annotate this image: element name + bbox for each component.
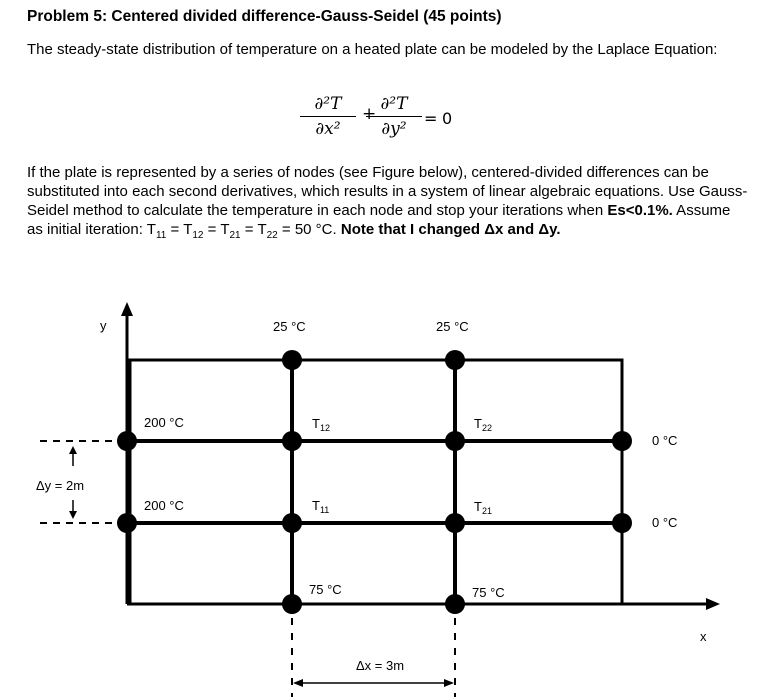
- label-T12: $T_{12}$: [312, 416, 330, 433]
- y-axis-arrow-icon: [121, 302, 133, 316]
- node-T12: [282, 431, 302, 451]
- numerator-y: ∂²T: [380, 94, 408, 114]
- bottom-left-temp: 75 °C: [309, 582, 342, 597]
- numerator-x: ∂²T: [314, 94, 342, 114]
- node-top-left: [282, 350, 302, 370]
- denominator-x: ∂x²: [300, 116, 356, 141]
- top-left-temp: 25 °C: [273, 319, 306, 334]
- left-upper-temp: 200 °C: [144, 415, 184, 430]
- dx-label: Δx = 3m: [356, 658, 405, 673]
- dx-arrow-right-icon: [444, 679, 454, 687]
- y-axis-label: y: [100, 318, 107, 333]
- problem-title: Problem 5: Centered divided difference-Gauss-Seidel (45 points): [27, 8, 502, 25]
- plate-outline: [130, 360, 622, 604]
- label-T11: $T_{11}$: [312, 498, 330, 515]
- node-bottom-left: [282, 594, 302, 614]
- dx-arrow-left-icon: [293, 679, 303, 687]
- denominator-y: ∂y²: [366, 116, 422, 141]
- label-T22: $T_{22}$: [474, 416, 492, 433]
- left-lower-temp: 200 °C: [144, 498, 184, 513]
- rhs-zero: 0: [442, 109, 453, 128]
- plus-sign: +: [362, 104, 377, 124]
- x-axis-label: x: [700, 629, 707, 644]
- right-lower-temp: 0 °C: [652, 515, 678, 530]
- initial-condition: $T_{11} = T_{12} = T_{21} = T_{22} = 50$ °C.: [146, 221, 337, 241]
- node-top-right: [445, 350, 465, 370]
- stop-criterion: Es<0.1%.: [607, 202, 673, 219]
- intro-paragraph: The steady-state distribution of temperature on a heated plate can be modeled by the Laplace Equation:: [27, 41, 718, 58]
- instructions-text: If the plate is represented by a series of nodes (see Figure below), centered-divided differences can be substituted into each second derivatives, which results in a system of linear algebraic equations. Use Gauss-Seidel method to calculate the temperature in each node and stop your iterations when: [27, 164, 748, 219]
- dy-arrow-up-icon: [69, 446, 77, 454]
- right-upper-temp: 0 °C: [652, 433, 678, 448]
- node-T22: [445, 431, 465, 451]
- dy-arrow-down-icon: [69, 511, 77, 519]
- equals-sign: =: [424, 109, 438, 128]
- note-text: Note that I changed Δx and Δy.: [340, 221, 561, 238]
- node-right-upper: [612, 431, 632, 451]
- node-T11: [282, 513, 302, 533]
- node-T21: [445, 513, 465, 533]
- label-T21: $T_{21}$: [474, 499, 492, 516]
- top-right-temp: 25 °C: [436, 319, 469, 334]
- x-axis-arrow-icon: [706, 598, 720, 610]
- dy-label: Δy = 2m: [36, 478, 85, 493]
- node-bottom-right: [445, 594, 465, 614]
- node-left-lower: [117, 513, 137, 533]
- node-right-lower: [612, 513, 632, 533]
- instructions-paragraph: If the plate is represented by a series of nodes (see Figure below), centered-divided differences can be substituted into each second derivatives, which results in a system of linear algebraic equations. Use Gauss-Seidel method to calculate the temperature in each node and stop your iterations when Es<0.1%. Assume as initial iteration: $T_{11} = T_{12} = T_{21} = T_{22} = 50$ °C. Note that I changed Δx and Δy.: [27, 164, 748, 241]
- node-left-upper: [117, 431, 137, 451]
- bottom-right-temp: 75 °C: [472, 585, 505, 600]
